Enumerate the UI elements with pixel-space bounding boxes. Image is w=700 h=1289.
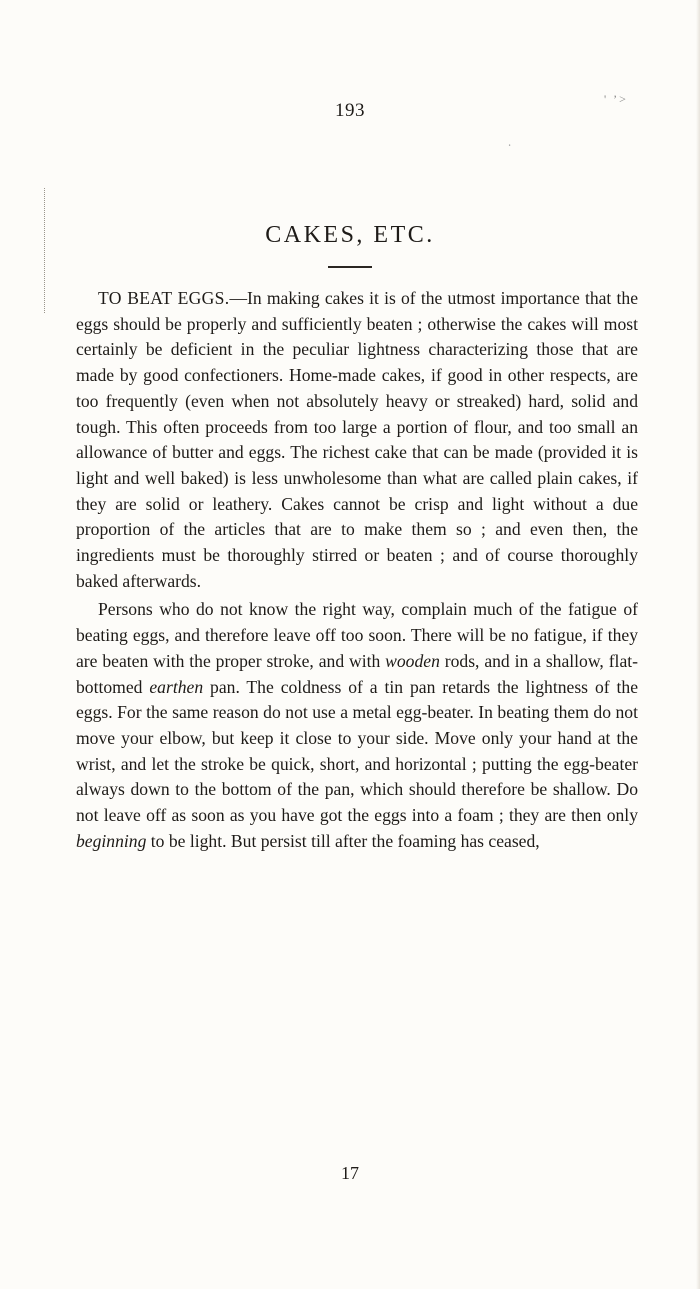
paragraph-text: to be light. But persist till after the foaming has ceased, [146,830,540,851]
paragraph-text: pan. The coldness of a tin pan retards the lightness of the eggs. For the same reason do not use a metal egg-beater. In beating them do not move your elbow, but keep it close to your side. Move only your hand at the wrist, and let the stroke be quick, short, and horizontal ; putting the egg-beater always down to the bottom of the pan, which should therefore be shallow. Do not leave off as soon as you have got the eggs into a foam ; they are then only [76,676,638,826]
title-rule [328,266,372,268]
paragraph-text: —In making cakes it is of the utmost importance that the eggs should be properly and sufficiently beaten ; otherwise the cakes will most certainly be deficient in the peculiar lightness characterizing those that are made by good confectioners. Home-made cakes, if good in other respects, are too frequently (even when not absolutely heavy or streaked) hard, solid and tough. This often proceeds from too large a portion of flour, and too small an allowance of butter and eggs. The richest cake that can be made (provided it is light and well baked) is less unwholesome than what are called plain cakes, if they are solid or leathery. Cakes cannot be crisp and light without a due proportion of the articles that are to make them so ; and even then, the ingredients must be thoroughly stirred or beaten ; and of course thoroughly baked afterwards. [76,288,639,591]
paragraph-text: Persons who do not know the right way, complain much of the fatigue of beating eggs, and therefore leave off too soon. There will be no fatigue, if they are beaten with the proper stroke, and with [76,599,638,671]
emphasis-word: earthen [149,676,204,697]
chapter-title: CAKES, ETC. [265,222,435,248]
paragraph-lead-in: TO BEAT EGGS. [98,288,230,308]
corner-ink-mark: ' ’> [604,92,628,106]
paragraph-beat-eggs [76,286,638,594]
emphasis-word: wooden [385,650,440,671]
paragraph-beating-method [76,597,638,854]
body-text [76,286,638,854]
margin-binding-marks [44,188,55,313]
page-number: 193 [335,100,365,121]
emphasis-word: beginning [76,830,147,851]
page-edge [696,0,700,1289]
ink-speck: ∙ [508,138,511,152]
signature-mark: 17 [341,1163,359,1183]
paragraph-text: rods, and in a shallow, flat-bottomed [76,650,638,697]
